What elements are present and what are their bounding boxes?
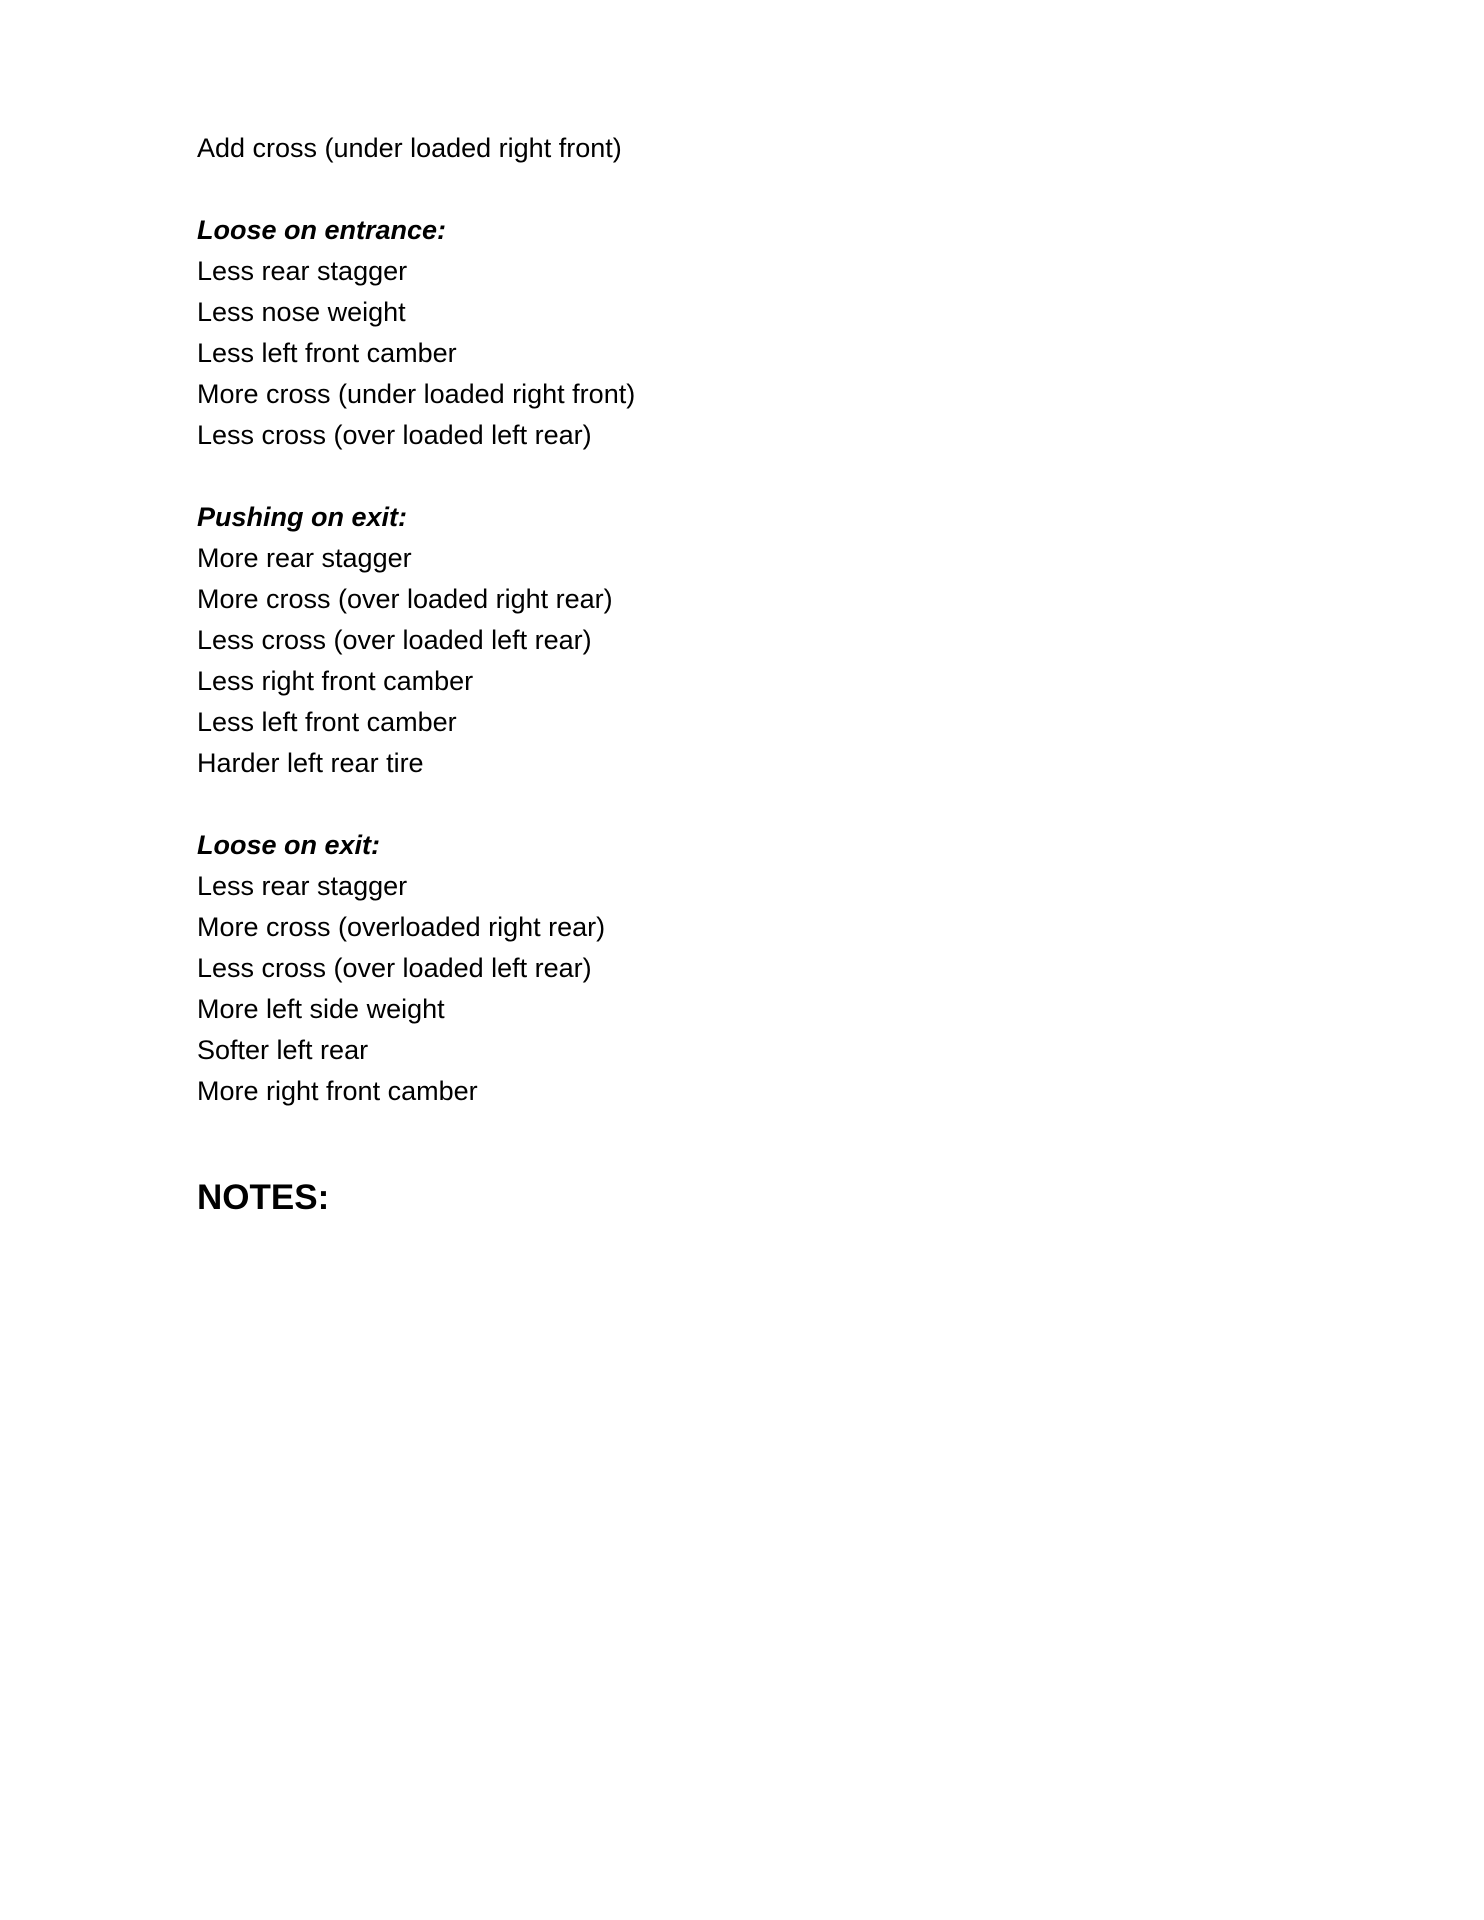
list-item: More cross (overloaded right rear)	[197, 912, 606, 942]
list-item: Less cross (over loaded left rear)	[197, 420, 592, 450]
section-heading: Loose on entrance:	[197, 215, 447, 245]
list-item: Less left front camber	[197, 707, 457, 737]
spacer	[197, 784, 1297, 825]
list-item: Less rear stagger	[197, 256, 408, 286]
list-item: Softer left rear	[197, 1035, 369, 1065]
list-item: Harder left rear tire	[197, 748, 424, 778]
section-loose-on-entrance	[197, 210, 1297, 456]
section-loose-on-exit	[197, 825, 1297, 1112]
document-page	[197, 128, 1297, 1220]
section-heading: Loose on exit:	[197, 830, 381, 860]
list-item: Less rear stagger	[197, 871, 408, 901]
section-pushing-on-exit	[197, 497, 1297, 784]
list-item: Less right front camber	[197, 666, 474, 696]
section-heading: Pushing on exit:	[197, 502, 408, 532]
list-item: More left side weight	[197, 994, 445, 1024]
spacer	[197, 456, 1297, 497]
list-item: More cross (under loaded right front)	[197, 379, 636, 409]
list-item: Less left front camber	[197, 338, 457, 368]
list-item: More cross (over loaded right rear)	[197, 584, 613, 614]
spacer	[197, 169, 1297, 210]
list-item: More rear stagger	[197, 543, 412, 573]
list-item: Less nose weight	[197, 297, 406, 327]
intro-line: Add cross (under loaded right front)	[197, 133, 622, 163]
notes-heading: NOTES:	[197, 1178, 330, 1217]
list-item: Less cross (over loaded left rear)	[197, 625, 592, 655]
list-item: More right front camber	[197, 1076, 478, 1106]
list-item: Less cross (over loaded left rear)	[197, 953, 592, 983]
